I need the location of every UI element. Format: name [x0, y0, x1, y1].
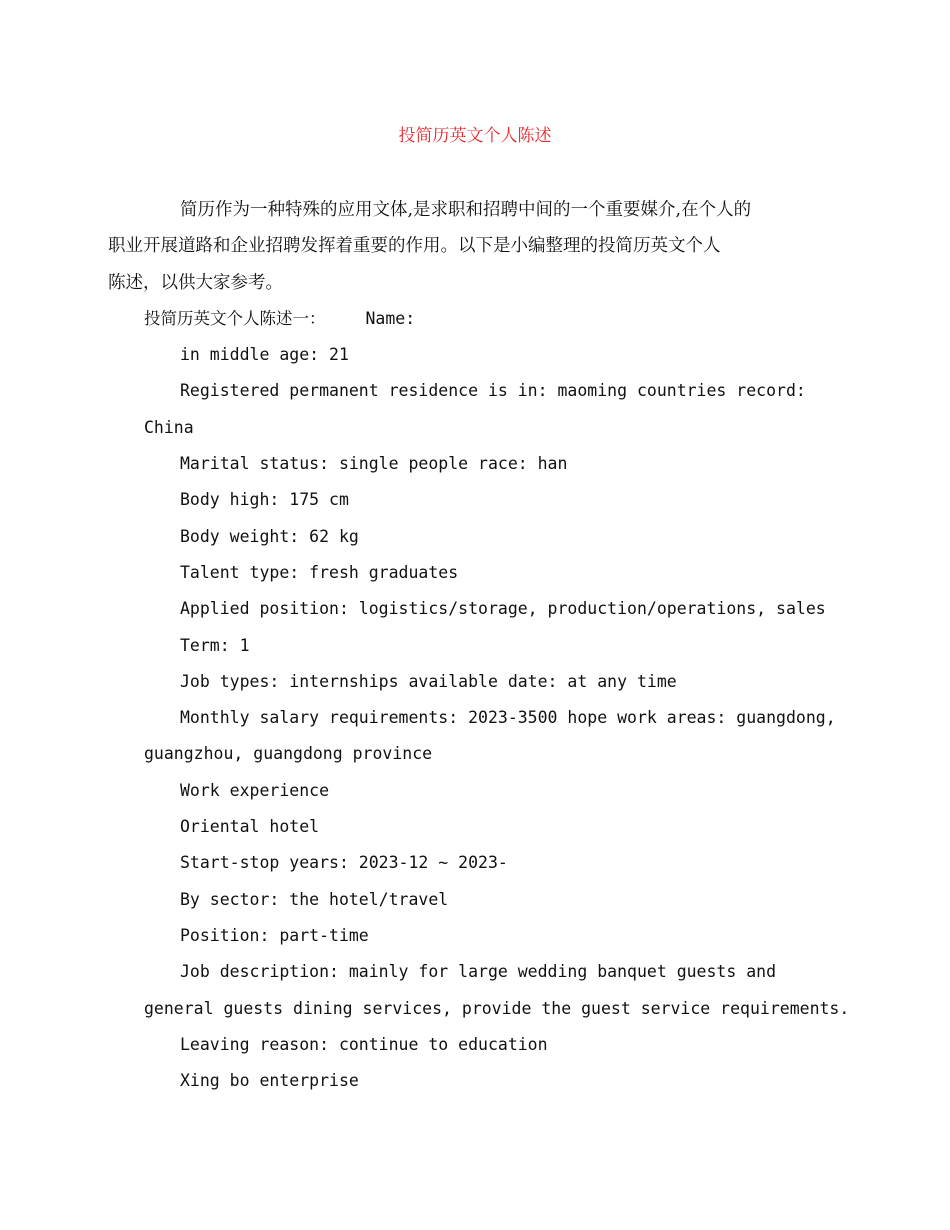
document-body [108, 192, 850, 1099]
text-line: By sector: the hotel/travel [180, 889, 449, 909]
text-line: Term: 1 [180, 635, 250, 655]
text-line: Body weight: 62 kg [180, 526, 359, 546]
text-line: Position: part-time [180, 925, 369, 945]
text-line: Applied position: logistics/storage, production/operations, sales [180, 599, 826, 619]
text-line: Oriental hotel [180, 817, 320, 837]
text-line: Monthly salary requirements: 2023-3500 hope work areas: guangdong, [180, 708, 836, 728]
text-line: Body high: 175 cm [180, 490, 349, 510]
document-title: 投简历英文个人陈述 [398, 126, 552, 146]
text-line: general guests dining services, provide the guest service requirements. [144, 998, 850, 1018]
text-line: Registered permanent residence is in: maoming countries record: [180, 381, 806, 401]
intro-line-3: 陈述，以供大家参考。 [108, 272, 283, 293]
text-line: in middle age: 21 [180, 345, 349, 365]
text-line: Xing bo enterprise [180, 1071, 359, 1091]
text-line: China [144, 417, 194, 437]
name-label: Name: [365, 308, 416, 328]
text-line: guangzhou, guangdong province [144, 744, 433, 764]
text-line: Leaving reason: continue to education [180, 1034, 548, 1054]
text-line: Job description: mainly for large wedding banquet guests and [180, 962, 777, 982]
text-line: Start-stop years: 2023-12 ~ 2023- [180, 853, 508, 873]
text-line: Work experience [180, 780, 330, 800]
text-line: Talent type: fresh graduates [180, 562, 459, 582]
section-heading: 投简历英文个人陈述一： [144, 308, 326, 328]
text-line: Marital status: single people race: han [180, 454, 568, 474]
section-heading-line [144, 301, 806, 337]
intro-paragraph [108, 192, 806, 301]
text-line: Job types: internships available date: at any time [180, 671, 677, 691]
intro-line-1: 简历作为一种特殊的应用文体,是求职和招聘中间的一个重要媒介,在个人的 [180, 200, 752, 220]
intro-line-2: 职业开展道路和企业招聘发挥着重要的作用。以下是小编整理的投简历英文个人 [108, 236, 721, 257]
